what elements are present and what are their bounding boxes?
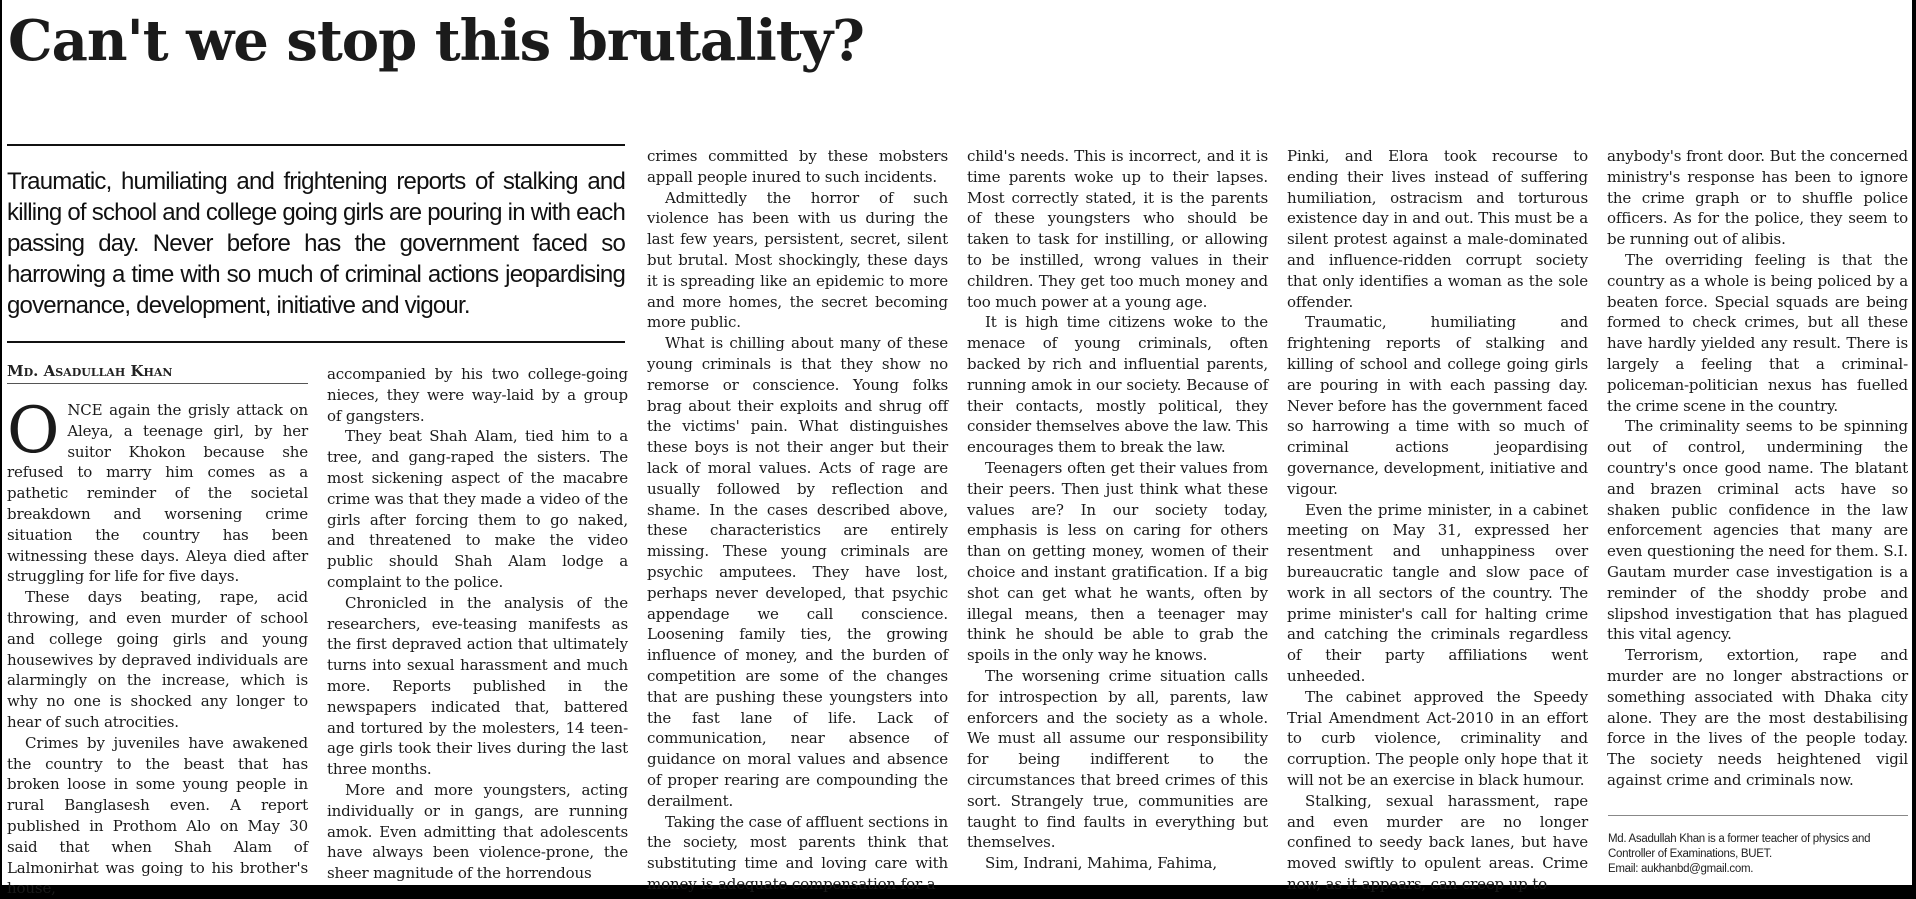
paragraph: More and more youngsters, acting individually or in gangs, are running amok. Even admitting that adolescents have always been violence-prone, the sheer magnitude of the horrendous <box>327 780 628 883</box>
deck-box <box>7 144 625 343</box>
paragraph: Chronicled in the analysis of the researchers, eve-teasing manifests as the first depraved action that ultimately turns into sexual harassment and much more. Reports published in the newspapers indicated that, battered and tortured by the molesters, 14 teen-age girls took their lives during the last three months. <box>327 593 628 779</box>
paragraph <box>7 394 308 587</box>
paragraph: Sim, Indrani, Mahima, Fahima, <box>985 854 1217 873</box>
paragraph: The criminality seems to be spinning out of control, undermining the country's once good name. The blatant and brazen criminal acts have so shaken public confidence in the law enforcement agencies that many are even questioning the need for them. S.I. Gautam murder case investigation is a reminder of the shoddy probe and slipshod investigation that has plagued this vital agency. <box>1607 417 1908 644</box>
paragraph: Traumatic, humiliating and frightening reports of stalking and killing of school and college going girls are pouring in with each passing day. Never before has the government faced so harrowing a time with so much of criminal actions jeopardising governance, development, initiative and vigour. <box>1287 313 1588 498</box>
paragraph: The cabinet approved the Speedy Trial Amendment Act-2010 in an effort to curb violence, criminality and corruption. The people only hope that it will not be an exercise in black humour. <box>1287 687 1588 789</box>
paragraph: Terrorism, extortion, rape and murder are no longer abstractions or something associated with Dhaka city alone. They are the most destabilising force in the lives of the people today. The society needs heightened vigil against crime and criminals now. <box>1607 646 1908 789</box>
author-bio <box>1608 815 1908 877</box>
article-column-2 <box>327 364 628 884</box>
byline: Md. Asadullah Khan <box>7 362 308 384</box>
paragraph: They beat Shah Alam, tied him to a tree, and gang-raped the sisters. The most sickening aspect of the macabre crime was that they made a video of the girls after forcing them to go naked, and threatened to make the video public should Shah Alam lodge a complaint to the police. <box>327 427 628 591</box>
drop-cap: O <box>7 394 60 468</box>
paragraph: Admittedly the horror of such violence has been with us during the last few years, persistent, secret, silent but brutal. Most shockingly, these days it is spreading like an epidemic to more and more homes, the secret becoming more public. <box>647 188 948 332</box>
paragraph: The worsening crime situation calls for introspection by all, parents, law enforcers and the society as a whole. We must all assume our responsibility for being indifferent to the circumstances that breed crimes of this sort. Strangely true, communities are taught to find faults in everything but themselves. <box>967 666 1268 852</box>
bio-line: Md. Asadullah Khan is a former teacher of physics and <box>1608 833 1871 845</box>
paragraph: These days beating, rape, acid throwing, and even murder of school and college going girls and young housewives by depraved individuals are alarmingly on the increase, which is why no one is shocked any longer to hear of such atrocities. <box>7 588 308 731</box>
paragraph: Even the prime minister, in a cabinet meeting on May 31, expressed her resentment and unhappiness over bureaucratic tangle and slow pace of work in all sectors of the country. The prime minister's call for halting crime and catching the criminals regardless of their party affiliations went unheeded. <box>1287 500 1588 685</box>
deck-text: Traumatic, humiliating and frightening reports of stalking and killing of school and college going girls are pouring in with each passing day. Never before has the government faced so harrowing a time with so much of criminal actions jeopardising governance, development, initiative and vigour. <box>7 168 625 319</box>
newspaper-page <box>2 0 1912 898</box>
paragraph: Taking the case of affluent sections in the society, most parents think that substituting time and loving care with money is adequate compensation for a <box>647 812 948 893</box>
paragraph: anybody's front door. But the concerned ministry's response has been to ignore the crime graph or to shuffle police officers. As for the police, they seem to be running out of alibis. <box>1607 147 1908 249</box>
bio-email: Email: aukhanbd@gmail.com. <box>1608 863 1754 875</box>
article-column-4 <box>967 146 1268 874</box>
paragraph: Stalking, sexual harassment, rape and even murder are no longer confined to seedy back lanes, but have moved swiftly to opulent areas. Crime now, as it appears, can creep up to <box>1287 791 1588 893</box>
article-column-1 <box>7 394 308 899</box>
paragraph: accompanied by his two college-going nieces, they were way-laid by a group of gangsters. <box>327 365 628 425</box>
paragraph: Pinki, and Elora took recourse to ending their lives instead of suffering humiliation, ostracism and torturous existence day in and out. This must be a silent protest against a male-dominated and influence-ridden corrupt society that only identifies a woman as the sole offender. <box>1287 147 1588 311</box>
paragraph: child's needs. This is incorrect, and it is time parents woke up to their lapses. Most correctly stated, it is the parents of these youngsters who should be taken to task for instilling, or allowing to be instilled, wrong values in their children. They get too much money and too much power at a young age. <box>967 147 1268 311</box>
paragraph-text: NCE again the grisly attack on Aleya, a teenage girl, by her suitor Khokon because she refused to marry him comes as a pathetic reminder of the societal breakdown and worsening crime situation the country has been witnessing these days. Aleya died after struggling for life for five days. <box>7 401 308 586</box>
article-column-6 <box>1607 146 1908 791</box>
paragraph: It is high time citizens woke to the menace of young criminals, often backed by rich and influential parents, running amok in our society. Because of their contacts, mostly political, they consider themselves above the law. This encourages them to break the law. <box>967 313 1268 457</box>
article-column-5 <box>1287 146 1588 895</box>
paragraph: Crimes by juveniles have awakened the country to the beast that has broken loose in some young people in rural Banglasesh even. A report published in Prothom Alo on May 30 said that when Shah Alam of Lalmonirhat was going to his brother's house, <box>7 733 308 898</box>
paragraph: The overriding feeling is that the country as a whole is being policed by a beaten force. Special squads are being formed to check crimes, but all these have hardly yielded any result. There is largely a feeling that a criminal-policeman-politician nexus has fuelled the crime scene in the country. <box>1607 250 1908 415</box>
headline: Can't we stop this brutality? <box>8 8 864 74</box>
paragraph: What is chilling about many of these young criminals is that they show no remorse or conscience. Young folks brag about their exploits and shrug off the victims' pain. What distinguishes these boys is not their anger but their lack of moral values. Acts of rage are usually followed by reflection and shame. In the cases described above, these characteristics are entirely missing. These young criminals are psychic amputees. They have lost, perhaps never developed, that psychic appendage we call conscience. Loosening family ties, the growing influence of money, and the burden of competition are some of the changes that are pushing these youngsters into the fast lane of life. Lack of communication, near absence of guidance on moral values and absence of proper rearing are compounding the derailment. <box>647 334 948 810</box>
paragraph: Teenagers often get their values from their peers. Then just think what these values are? In our society today, emphasis is less on caring for others than on getting money, women of their choice and instant gratification. If a big shot can get what he wants, often by illegal means, then a teenager may think he should be able to grab the spoils in the only way he knows. <box>967 458 1268 665</box>
paragraph: crimes committed by these mobsters appall people inured to such incidents. <box>647 147 948 186</box>
article-column-3 <box>647 146 948 895</box>
bio-line: Controller of Examinations, BUET. <box>1608 848 1772 860</box>
